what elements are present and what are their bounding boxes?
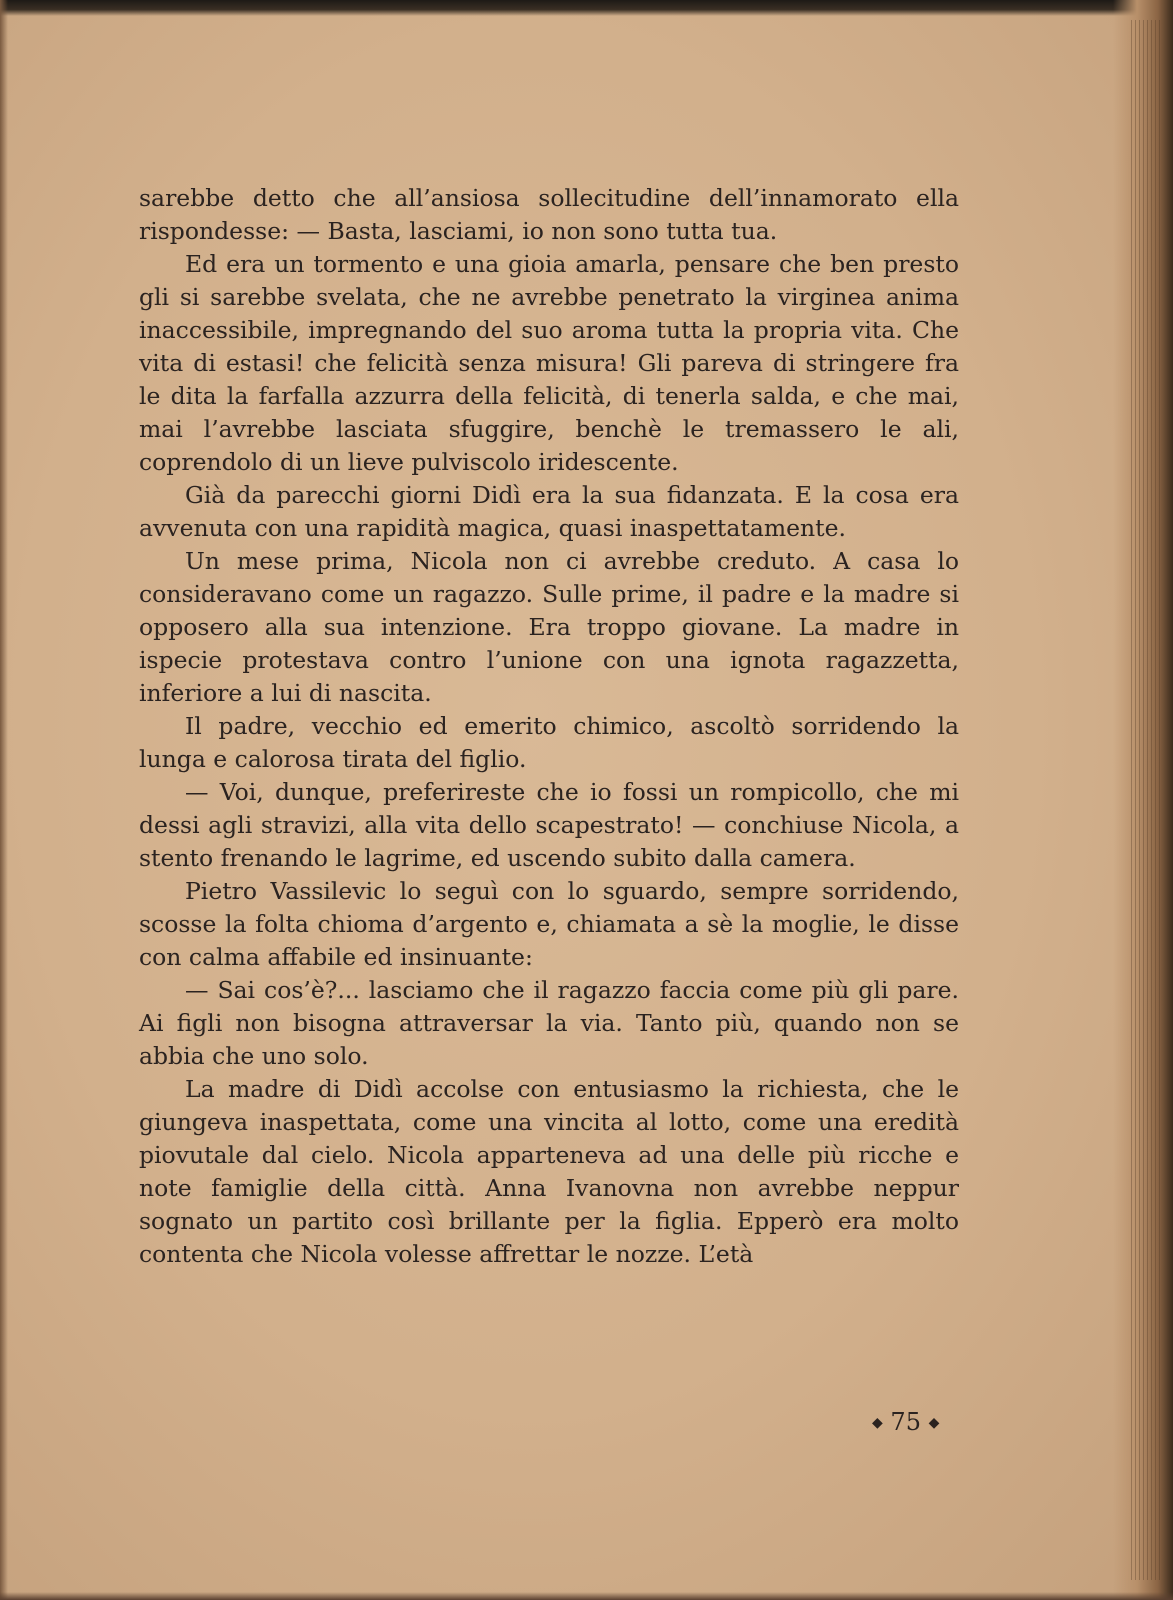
page-left-edge [0,0,8,1600]
paragraph-7: Pietro Vassilevic lo seguì con lo sguardo, sempre sorridendo, scosse la folta chioma d’argento e, chiamata a sè la moglie, le disse con calma affabile ed insinuante: [139,877,959,971]
ornament-left-icon: ◆ [872,1415,883,1431]
page-top-edge [0,0,1173,16]
paragraph-4: Un mese prima, Nicola non ci avrebbe creduto. A casa lo consideravano come un ragazzo. Sulle prime, il padre e la madre si opposero alla sua intenzione. Era troppo giovane. La madre in ispecie protestava contro l’unione con una ignota ragazzetta, inferiore a lui di nascita. [139,547,959,707]
page-stack-lines [1131,20,1161,1580]
body-text [139,182,959,1271]
page-bottom-edge [0,1592,1173,1600]
paragraph-1: sarebbe detto che all’ansiosa sollecitudine dell’innamorato ella rispondesse: — Basta, lasciami, io non sono tutta tua. [139,184,959,245]
paragraph-3: Già da parecchi giorni Didì era la sua fidanzata. E la cosa era avvenuta con una rapidità magica, quasi inaspettatamente. [139,481,959,542]
paragraph-6: — Voi, dunque, preferireste che io fossi un rompicollo, che mi dessi agli stravizi, alla vita dello scapestrato! — conchiuse Nicola, a stento frenando le lagrime, ed uscendo subito dalla camera. [139,778,959,872]
paragraph-2: Ed era un tormento e una gioia amarla, pensare che ben presto gli si sarebbe svelata, che ne avrebbe penetrato la virginea anima inaccessibile, impregnando del suo aroma tutta la propria vita. Che vita di estasi! che felicità senza misura! Gli pareva di stringere fra le dita la farfalla azzurra della felicità, di tenerla salda, e che mai, mai l’avrebbe lasciata sfuggire, benchè le tremassero le ali, coprendolo di un lieve pulviscolo iridescente. [139,250,959,476]
paragraph-5: Il padre, vecchio ed emerito chimico, ascoltò sorridendo la lunga e calorosa tirata del figlio. [139,712,959,773]
paragraph-9: La madre di Didì accolse con entusiasmo la richiesta, che le giungeva inaspettata, come una vincita al lotto, come una eredità piovutale dal cielo. Nicola apparteneva ad una delle più ricche e note famiglie della città. Anna Ivanovna non avrebbe neppur sognato un partito così brillante per la figlia. Epperò era molto contenta che Nicola volesse affrettar le nozze. L’età [139,1075,959,1268]
page-number [872,1408,939,1436]
paragraph-8: — Sai cos’è?... lasciamo che il ragazzo faccia come più gli pare. Ai figli non bisogna attraversar la via. Tanto più, quando non se abbia che uno solo. [139,976,959,1070]
page-number-value: 75 [890,1408,921,1436]
ornament-right-icon: ◆ [928,1415,940,1431]
